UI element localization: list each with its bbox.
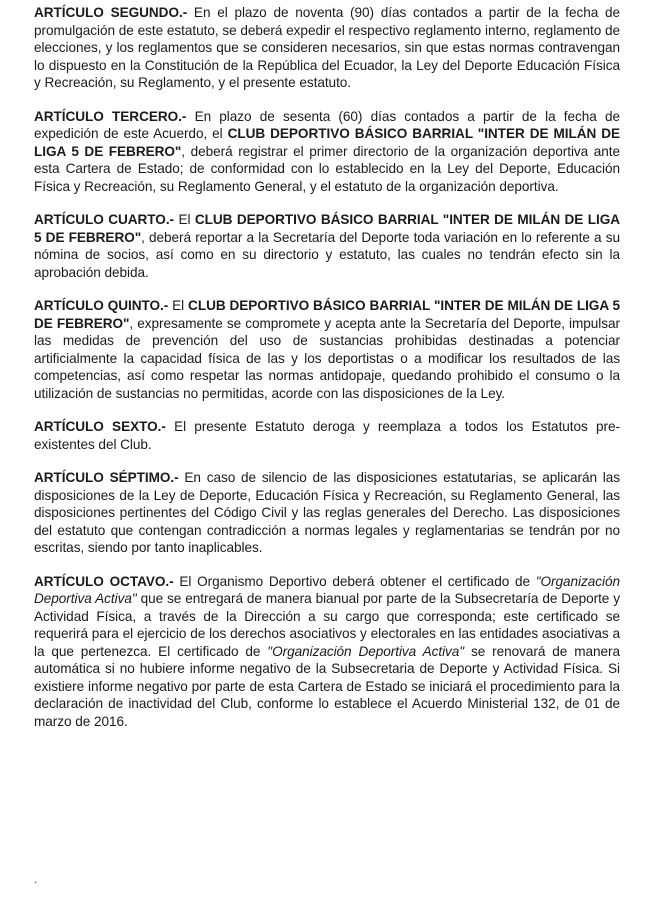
article-text: , deberá reportar a la Secretaría del Deporte toda variación en lo referente a su nómina de socios, así como en su directorio y estatuto, las cuales no tendrán efecto sin la aprobación debida. xyxy=(34,229,620,280)
article-septimo xyxy=(34,469,620,557)
article-text: En el plazo de noventa (90) días contados a partir de la fecha de promulgación de este estatuto, se deberá expedir el respectivo reglamento interno, reglamento de elecciones, y los reglamentos que se consideren necesarios, sin que estas normas contravengan lo dispuesto en la Constitución de la República del Ecuador, la Ley del Deporte Educación Física y Recreación, su Reglamento, y el presente estatuto. xyxy=(34,5,621,90)
article-quinto xyxy=(34,297,620,402)
article-text: El presente Estatuto deroga y reemplaza a todos los Estatutos pre-existentes del Club. xyxy=(34,419,620,452)
article-text: El Organismo Deportivo deberá obtener el certificado de xyxy=(173,573,536,589)
club-name: CLUB DEPORTIVO BÁSICO BARRIAL "INTER DE MILÁN DE LIGA 5 DE FEBRERO" xyxy=(34,126,620,159)
stray-mark: . xyxy=(34,872,38,886)
article-sexto xyxy=(34,418,620,453)
article-segundo xyxy=(34,4,620,92)
article-title: ARTÍCULO SEGUNDO.- xyxy=(34,5,188,20)
article-title: ARTÍCULO CUARTO.- xyxy=(34,212,175,227)
certificate-name: "Organización Deportiva Activa" xyxy=(34,573,620,606)
article-title: ARTÍCULO SEXTO.- xyxy=(34,419,166,434)
article-text: En plazo de sesenta (60) días contados a partir de la fecha de expedición de este Acuerdo, el xyxy=(34,108,621,141)
club-name: CLUB DEPORTIVO BÁSICO BARRIAL "INTER DE MILÁN DE LIGA 5 DE FEBRERO" xyxy=(34,212,620,245)
article-tercero xyxy=(34,108,620,196)
article-text: El xyxy=(174,212,195,227)
article-title: ARTÍCULO QUINTO.- xyxy=(34,298,169,313)
article-octavo xyxy=(34,573,620,731)
article-text: En caso de silencio de las disposiciones estatutarias, se aplicarán las disposiciones de la Ley de Deporte, Educación Física y Recreación, su Reglamento General, las disposiciones pertinentes del Código Civil y las reglas generales del Derecho. Las disposiciones del estatuto que contengan contradicción a normas legales y reglamentarias se tendrán por no escritas, siendo por tanto inaplicables. xyxy=(34,470,620,555)
article-title: ARTÍCULO TERCERO.- xyxy=(34,108,187,124)
club-name: CLUB DEPORTIVO BÁSICO BARRIAL "INTER DE MILÁN DE LIGA 5 DE FEBRERO" xyxy=(34,298,620,331)
article-text: , deberá registrar el primer directorio de la organización deportiva ante esta Cartera de Estado; de conformidad con lo establecido en la Ley del Deporte, Educación Física y Recreación, su Reglamento General, y el estatuto de la organización deportiva. xyxy=(34,143,621,194)
article-text: , expresamente se compromete y acepta ante la Secretaría del Deporte, impulsar las medidas de prevención del uso de sustancias prohibidas destinadas a potenciar artificialmente la capacidad física de las y los deportistas o a modificar los resultados de las competencias, así como respetar las normas antidopaje, quedando prohibido el consumo o la utilización de sustancias no permitidas, acorde con las disposiciones de la Ley. xyxy=(34,315,620,401)
article-text: se renovará de manera automática si no hubiere informe negativo de la Subsecretaria de Deporte y Actividad Física. Si existiere informe negativo por parte de esta Cartera de Estado se iniciará el procedimiento para la declaración de inactividad del Club, conforme lo establece el Acuerdo Ministerial 132, de 01 de marzo de 2016. xyxy=(34,643,620,729)
article-text: que se entregará de manera bianual por parte de la Subsecretaría de Deporte y Actividad Física, a través de la Dirección a su cargo que corresponda; este certificado se requerirá para el ejercicio de los derechos asociativos y electorales en las entidades asociativas a la que pertenezca. El certificado de xyxy=(34,591,620,659)
article-title: ARTÍCULO OCTAVO.- xyxy=(34,573,174,589)
articles-list xyxy=(34,4,620,730)
article-text: El xyxy=(168,298,189,313)
article-cuarto xyxy=(34,211,620,281)
certificate-name: "Organización Deportiva Activa" xyxy=(267,643,465,659)
article-title: ARTÍCULO SÉPTIMO.- xyxy=(34,470,179,485)
